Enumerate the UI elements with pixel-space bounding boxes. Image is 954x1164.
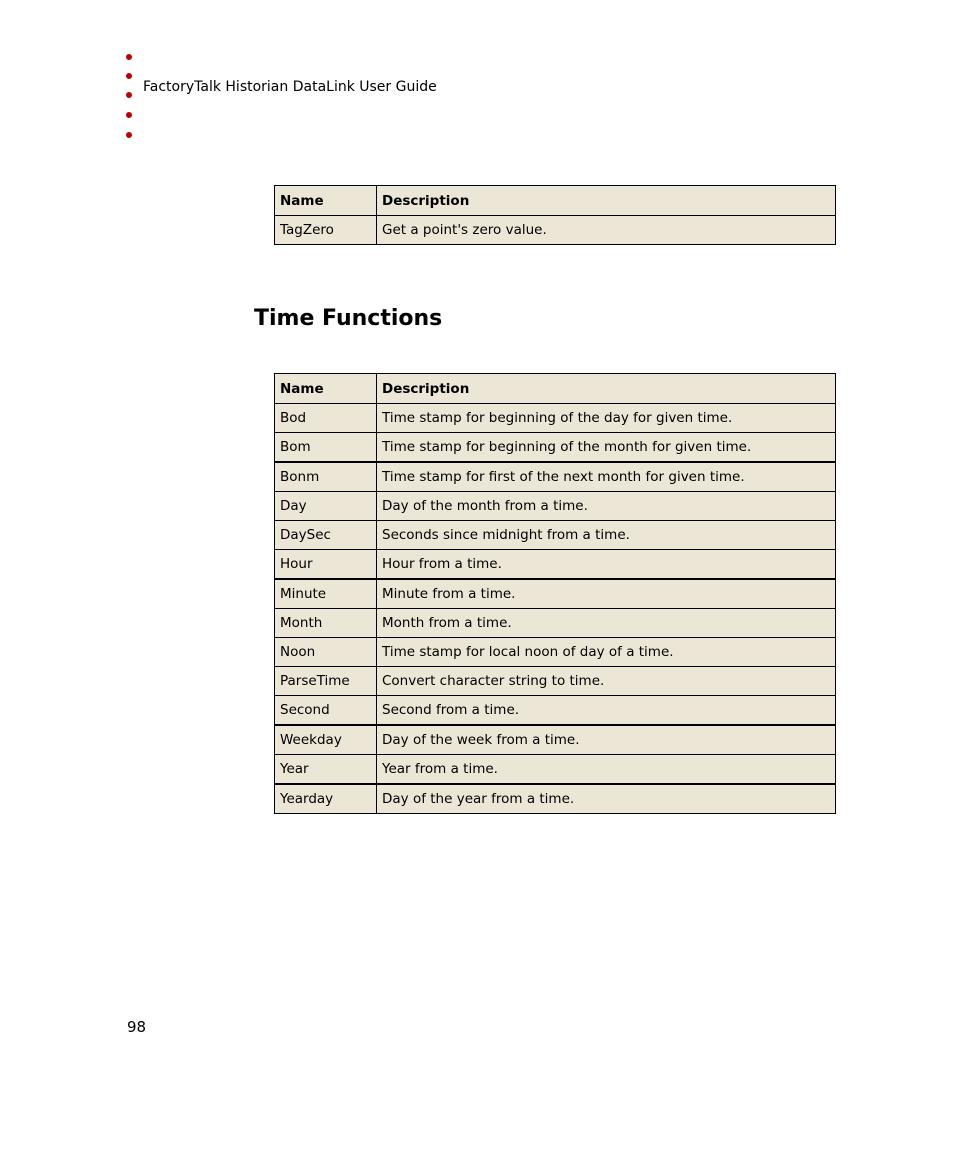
- function-name: Second: [275, 696, 377, 726]
- function-description: Time stamp for first of the next month for given time.: [377, 462, 836, 492]
- function-name: Day: [275, 492, 377, 521]
- table-row: [275, 755, 836, 785]
- table-row: [275, 667, 836, 696]
- table-row: [275, 216, 836, 245]
- table-header-row: [275, 374, 836, 404]
- table-row: [275, 521, 836, 550]
- table-row: [275, 433, 836, 463]
- function-name: Bom: [275, 433, 377, 463]
- function-name: Year: [275, 755, 377, 785]
- function-description: Time stamp for local noon of day of a time.: [377, 638, 836, 667]
- function-name: DaySec: [275, 521, 377, 550]
- function-name: Weekday: [275, 725, 377, 755]
- bullet-marker: [126, 54, 132, 60]
- table-row: [275, 492, 836, 521]
- function-description: Day of the month from a time.: [377, 492, 836, 521]
- function-name: ParseTime: [275, 667, 377, 696]
- time-functions-table: [274, 373, 836, 814]
- table-row: [275, 462, 836, 492]
- function-description: Time stamp for beginning of the month for given time.: [377, 433, 836, 463]
- table-row: [275, 784, 836, 814]
- function-description: Seconds since midnight from a time.: [377, 521, 836, 550]
- table-row: [275, 550, 836, 580]
- function-description: Year from a time.: [377, 755, 836, 785]
- table-header-row: [275, 186, 836, 216]
- function-description: Month from a time.: [377, 609, 836, 638]
- table-row: [275, 404, 836, 433]
- bullet-marker: [126, 112, 132, 118]
- page-number: 98: [127, 1018, 147, 1036]
- function-description: Get a point's zero value.: [377, 216, 836, 245]
- function-description: Day of the week from a time.: [377, 725, 836, 755]
- function-name: Bonm: [275, 462, 377, 492]
- function-name: Hour: [275, 550, 377, 580]
- function-name: TagZero: [275, 216, 377, 245]
- function-description: Time stamp for beginning of the day for given time.: [377, 404, 836, 433]
- table-row: [275, 609, 836, 638]
- bullet-marker: [126, 73, 132, 79]
- function-description: Hour from a time.: [377, 550, 836, 580]
- column-header-description: Description: [377, 374, 836, 404]
- function-description: Day of the year from a time.: [377, 784, 836, 814]
- section-heading: Time Functions: [254, 306, 443, 331]
- function-description: Second from a time.: [377, 696, 836, 726]
- function-name: Noon: [275, 638, 377, 667]
- function-name: Bod: [275, 404, 377, 433]
- column-header-name: Name: [275, 186, 377, 216]
- table-row: [275, 579, 836, 609]
- table-row: [275, 725, 836, 755]
- bullet-marker: [126, 132, 132, 138]
- bullet-marker: [126, 92, 132, 98]
- function-description: Minute from a time.: [377, 579, 836, 609]
- table-row: [275, 696, 836, 726]
- table-row: [275, 638, 836, 667]
- column-header-name: Name: [275, 374, 377, 404]
- function-name: Yearday: [275, 784, 377, 814]
- function-name: Month: [275, 609, 377, 638]
- function-description: Convert character string to time.: [377, 667, 836, 696]
- function-name: Minute: [275, 579, 377, 609]
- guide-title: FactoryTalk Historian DataLink User Guide: [143, 79, 437, 95]
- column-header-description: Description: [377, 186, 836, 216]
- functions-table-top: [274, 185, 836, 245]
